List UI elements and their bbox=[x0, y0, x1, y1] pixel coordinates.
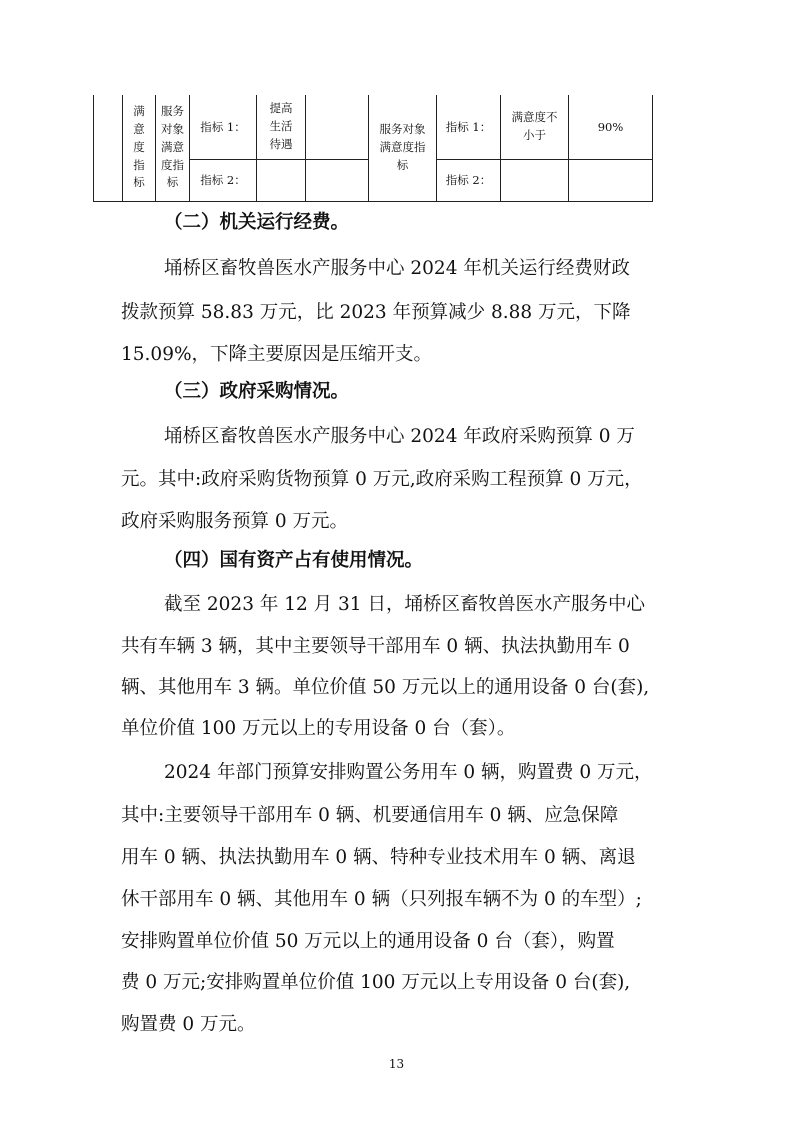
paragraph-line: 15.09%，下降主要原因是压缩开支。 bbox=[121, 344, 433, 365]
table-cell-subcategory: 服务对象满意度指标 bbox=[156, 95, 190, 201]
paragraph-line: 用车 0 辆、执法执勤用车 0 辆、特种专业技术用车 0 辆、离退 bbox=[121, 847, 636, 868]
table-cell-percent: 90% bbox=[569, 95, 653, 159]
paragraph-line: 埇桥区畜牧兽医水产服务中心 2024 年政府采购预算 0 万 bbox=[164, 426, 635, 447]
table-cell-empty bbox=[306, 95, 369, 159]
section-heading-operating-costs: （二）机关运行经费。 bbox=[164, 212, 350, 233]
page-number: 13 bbox=[388, 1057, 405, 1071]
paragraph-line: 费 0 万元;安排购置单位价值 100 万元以上专用设备 0 台(套), bbox=[121, 972, 631, 993]
paragraph-line: 2024 年部门预算安排购置公务用车 0 辆，购置费 0 万元， bbox=[164, 762, 653, 783]
paragraph-line: 单位价值 100 万元以上的专用设备 0 台（套）。 bbox=[121, 718, 516, 739]
paragraph-line: 安排购置单位价值 50 万元以上的通用设备 0 台（套），购置 bbox=[121, 931, 615, 952]
table-cell-empty bbox=[257, 159, 306, 201]
paragraph-line: 购置费 0 万元。 bbox=[121, 1014, 256, 1035]
table-cell-indicator-2-right: 指标 2： bbox=[437, 159, 501, 201]
indicator-table bbox=[93, 95, 653, 202]
section-heading-state-assets: （四）国有资产占有使用情况。 bbox=[164, 550, 424, 571]
paragraph-line: 休干部用车 0 辆、其他用车 0 辆（只列报车辆不为 0 的车型）; bbox=[121, 889, 642, 910]
paragraph-line: 截至 2023 年 12 月 31 日，埇桥区畜牧兽医水产服务中心 bbox=[164, 594, 645, 615]
table-cell-indicator-1-right: 指标 1： bbox=[437, 95, 501, 159]
table-cell-subcategory-right: 服务对象满意度指标 bbox=[369, 95, 437, 201]
paragraph-line: 其中:主要领导干部用车 0 辆、机要通信用车 0 辆、应急保障 bbox=[121, 805, 619, 826]
table-cell-indicator-1: 指标 1： bbox=[190, 95, 257, 159]
table-cell-target: 满意度不小于 bbox=[501, 95, 569, 159]
paragraph-line: 元。其中:政府采购货物预算 0 万元,政府采购工程预算 0 万元， bbox=[121, 469, 643, 490]
paragraph-line: 埇桥区畜牧兽医水产服务中心 2024 年机关运行经费财政 bbox=[164, 258, 630, 279]
paragraph-line: 共有车辆 3 辆，其中主要领导干部用车 0 辆、执法执勤用车 0 bbox=[121, 636, 630, 657]
table-cell-value-1: 提高生活待遇 bbox=[257, 95, 306, 159]
section-heading-procurement: （三）政府采购情况。 bbox=[164, 381, 350, 402]
paragraph-line: 政府采购服务预算 0 万元。 bbox=[121, 511, 349, 532]
paragraph-line: 拨款预算 58.83 万元，比 2023 年预算减少 8.88 万元，下降 bbox=[121, 302, 631, 323]
table-cell-indicator-2: 指标 2： bbox=[190, 159, 257, 201]
table-cell-empty bbox=[501, 159, 569, 201]
table-cell-empty bbox=[569, 159, 653, 201]
table-cell-empty bbox=[306, 159, 369, 201]
table-blank-cell bbox=[94, 95, 123, 201]
paragraph-line: 辆、其他用车 3 辆。单位价值 50 万元以上的通用设备 0 台(套), bbox=[121, 677, 650, 698]
table-cell-category: 满意度指标 bbox=[123, 95, 156, 201]
